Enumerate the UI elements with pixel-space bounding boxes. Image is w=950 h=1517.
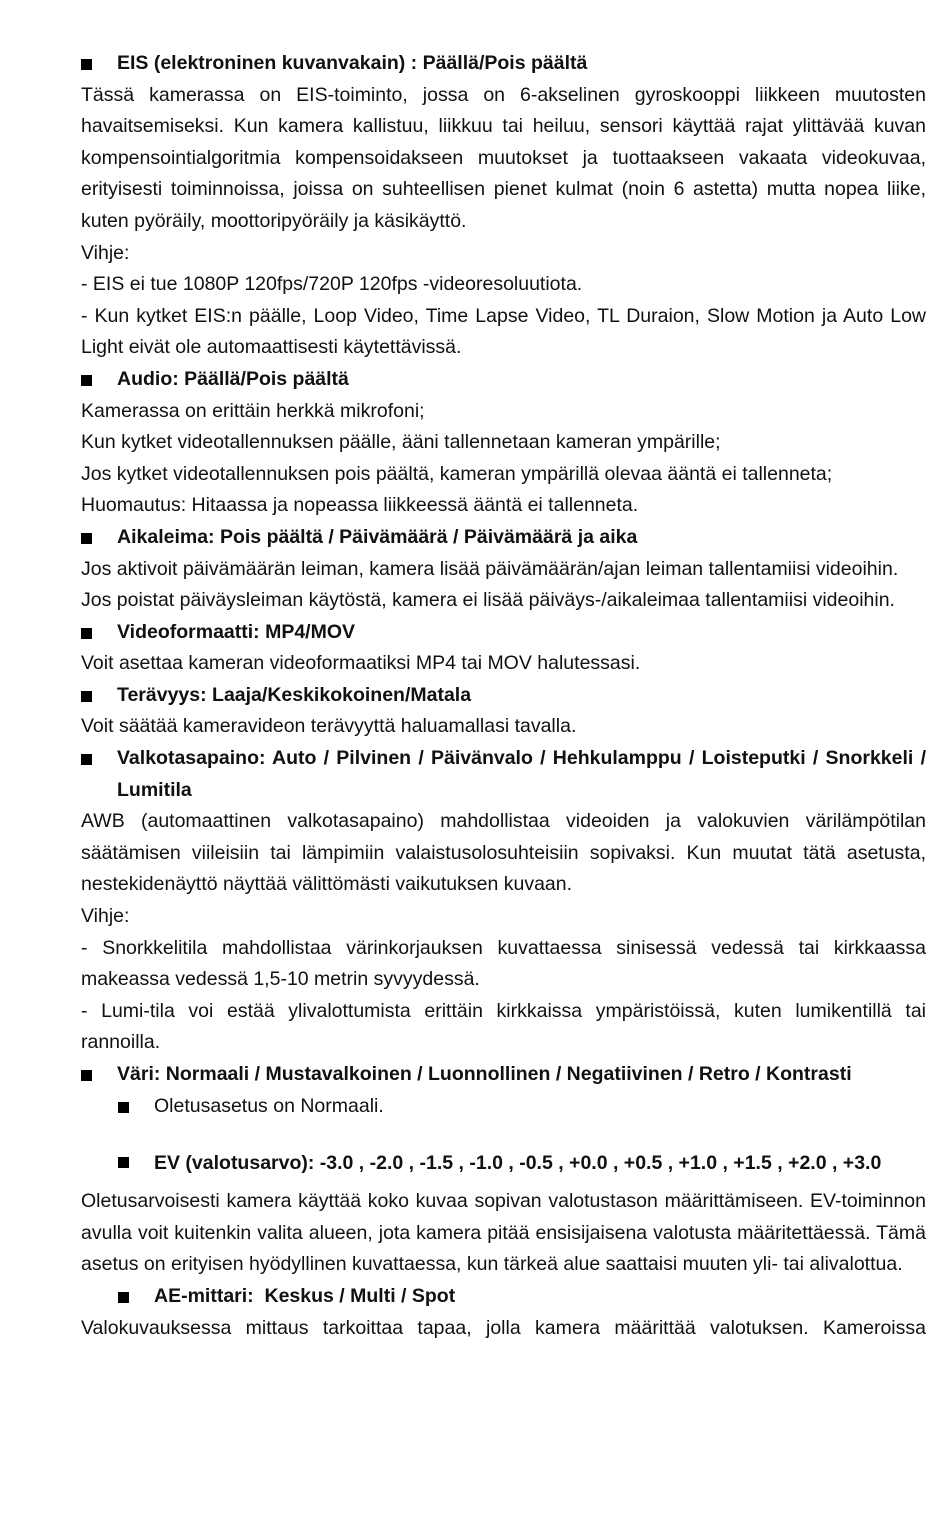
white-balance-tip-1: - Snorkkelitila mahdollistaa värinkorjauksen kuvattaessa sinisessä vedessä tai kirkkaassa makeassa vedessä 1,5-10 metrin syvyydessä. — [81, 936, 926, 991]
section-heading-video-format: Videoformaatti: MP4/MOV — [81, 617, 926, 649]
section-heading-ae-meter: AE-mittari: Keskus / Multi / Spot — [118, 1281, 926, 1313]
section-heading-sharpness: Terävyys: Laaja/Keskikokoinen/Matala — [81, 680, 926, 712]
square-bullet-icon — [118, 1102, 129, 1113]
audio-line-1: Kamerassa on erittäin herkkä mikrofoni; — [81, 399, 425, 422]
audio-note: Huomautus: Hitaassa ja nopeassa liikkeessä ääntä ei tallenneta. — [81, 494, 639, 517]
ev-description: Oletusarvoisesti kamera käyttää koko kuvaa sopivan valotustason määrittämiseen. EV-toiminnon avulla voit kuitenkin valita alueen, jota kamera pitää ensisijaisena valotusta määritettäessä. Tämä asetus on erityisen hyödyllinen kuvattaessa, kun tärkeä alue saattaisi muuten yli- tai alivalottua. — [81, 1190, 926, 1276]
eis-tip-1: - EIS ei tue 1080P 120fps/720P 120fps -videoresoluutiota. — [81, 273, 583, 296]
section-heading-timestamp: Aikaleima: Pois päältä / Päivämäärä / Päivämäärä ja aika — [81, 522, 926, 554]
square-bullet-icon — [81, 691, 92, 702]
white-balance-tip-label: Vihje: — [81, 905, 130, 928]
square-bullet-icon — [81, 533, 92, 544]
video-format-line: Voit asettaa kameran videoformaatiksi MP4 tai MOV halutessasi. — [81, 652, 641, 675]
eis-description: Tässä kamerassa on EIS-toiminto, jossa on 6-akselinen gyroskooppi liikkeen muutosten havaitsemiseksi. Kun kamera kallistuu, liikkuu tai heiluu, sensori käyttää rajat ylittävää kuvan kompensointialgoritmia kompensoidakseen muutokset ja tuottaakseen vakaata videokuvaa, erityisesti toiminnoissa, joissa on suhteellisen pienet kulmat (noin 6 astetta) mutta nopea liike, kuten pyöräily, moottoripyöräily ja käsikäyttö. — [81, 83, 926, 232]
square-bullet-icon — [118, 1157, 129, 1168]
section-heading-ev: EV (valotusarvo): -3.0 , -2.0 , -1.5 , -1.0 , -0.5 , +0.0 , +0.5 , +1.0 , +1.5 , +2.0 , +3.0 — [118, 1140, 926, 1186]
square-bullet-icon — [81, 1070, 92, 1081]
timestamp-line-2: Jos poistat päiväysleiman käytöstä, kamera ei lisää päiväys-/aikaleimaa tallentamiisi videoihin. — [81, 589, 895, 612]
square-bullet-icon — [81, 628, 92, 639]
white-balance-tip-2: - Lumi-tila voi estää ylivalottumista erittäin kirkkaissa ympäristöissä, kuten lumikentillä tai rannoilla. — [81, 999, 926, 1054]
square-bullet-icon — [81, 375, 92, 386]
audio-line-2: Kun kytket videotallennuksen päälle, ääni tallennetaan kameran ympärille; — [81, 431, 721, 454]
white-balance-description: AWB (automaattinen valkotasapaino) mahdollistaa videoiden ja valokuvien värilämpötilan säätämisen viileisiin tai lämpimiin valaistusolosuhteisiin sopivaksi. Kun muutat tätä asetusta, nestekidenäyttö näyttää välittömästi vaikutuksen kuvaan. — [81, 810, 926, 896]
audio-line-3: Jos kytket videotallennuksen pois päältä, kameran ympärillä olevaa ääntä ei tallenneta; — [81, 462, 833, 485]
eis-tip-label: Vihje: — [81, 241, 130, 264]
timestamp-line-1: Jos aktivoit päivämäärän leiman, kamera lisää päivämäärän/ajan leiman tallentamiisi videoihin. — [81, 557, 899, 580]
square-bullet-icon — [81, 59, 92, 70]
sharpness-line: Voit säätää kameravideon terävyyttä haluamallasi tavalla. — [81, 715, 577, 738]
color-default-item: Oletusasetus on Normaali. — [118, 1091, 926, 1123]
section-heading-audio: Audio: Päällä/Pois päältä — [81, 364, 926, 396]
document-page — [81, 48, 926, 1344]
section-heading-eis: EIS (elektroninen kuvanvakain) : Päällä/Pois päältä — [81, 48, 926, 80]
square-bullet-icon — [118, 1292, 129, 1303]
eis-tip-2: - Kun kytket EIS:n päälle, Loop Video, Time Lapse Video, TL Duraion, Slow Motion ja Auto Low Light eivät ole automaattisesti käytettävissä. — [81, 304, 926, 359]
square-bullet-icon — [81, 754, 92, 765]
section-heading-white-balance: Valkotasapaino: Auto / Pilvinen / Päivänvalo / Hehkulamppu / Loisteputki / Snorkkeli / Lumitila — [81, 743, 926, 806]
ae-meter-description: Valokuvauksessa mittaus tarkoittaa tapaa, jolla kamera määrittää valotuksen. Kameroissa — [81, 1316, 926, 1339]
section-heading-color: Väri: Normaali / Mustavalkoinen / Luonnollinen / Negatiivinen / Retro / Kontrasti — [81, 1059, 926, 1091]
